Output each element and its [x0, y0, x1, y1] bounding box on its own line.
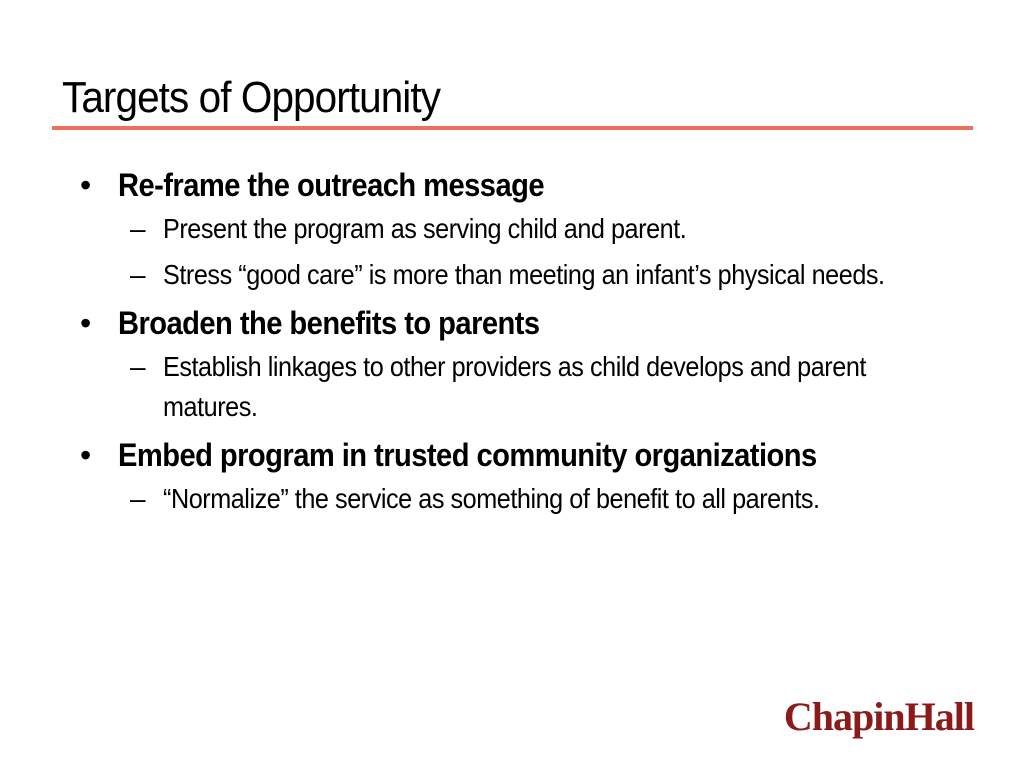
bullet-item [80, 301, 960, 345]
bullet-marker: • [80, 167, 91, 203]
sub-item [130, 255, 960, 295]
sub-item [130, 347, 960, 427]
bullet-text: Broaden the benefits to parents [118, 305, 540, 341]
slide-title: Targets of Opportunity [62, 73, 441, 122]
dash-marker: – [130, 259, 146, 290]
sub-list [80, 479, 960, 519]
bullet-item [80, 433, 960, 477]
bullet-list [80, 163, 960, 525]
bullet-marker: • [80, 305, 91, 341]
bullet-group [80, 433, 960, 519]
dash-marker: – [130, 483, 146, 514]
bullet-text: Re-frame the outreach message [118, 167, 544, 203]
bullet-item [80, 163, 960, 207]
dash-marker: – [130, 213, 146, 244]
sub-item [130, 479, 960, 519]
bullet-group [80, 163, 960, 295]
dash-marker: – [130, 351, 146, 382]
bullet-text: Embed program in trusted community organizations [118, 437, 817, 473]
sub-list [80, 209, 960, 295]
sub-item [130, 209, 960, 249]
bullet-group [80, 301, 960, 427]
sub-item-text: Stress “good care” is more than meeting an infant’s physical needs. [163, 259, 885, 290]
sub-item-text: “Normalize” the service as something of benefit to all parents. [163, 483, 820, 514]
sub-item-text: Establish linkages to other providers as child develops and parent matures. [163, 351, 866, 422]
title-underline [52, 126, 973, 130]
chapin-hall-logo: ChapinHall [783, 694, 974, 739]
sub-list [80, 347, 960, 427]
sub-item-text: Present the program as serving child and parent. [163, 213, 687, 244]
bullet-marker: • [80, 437, 91, 473]
